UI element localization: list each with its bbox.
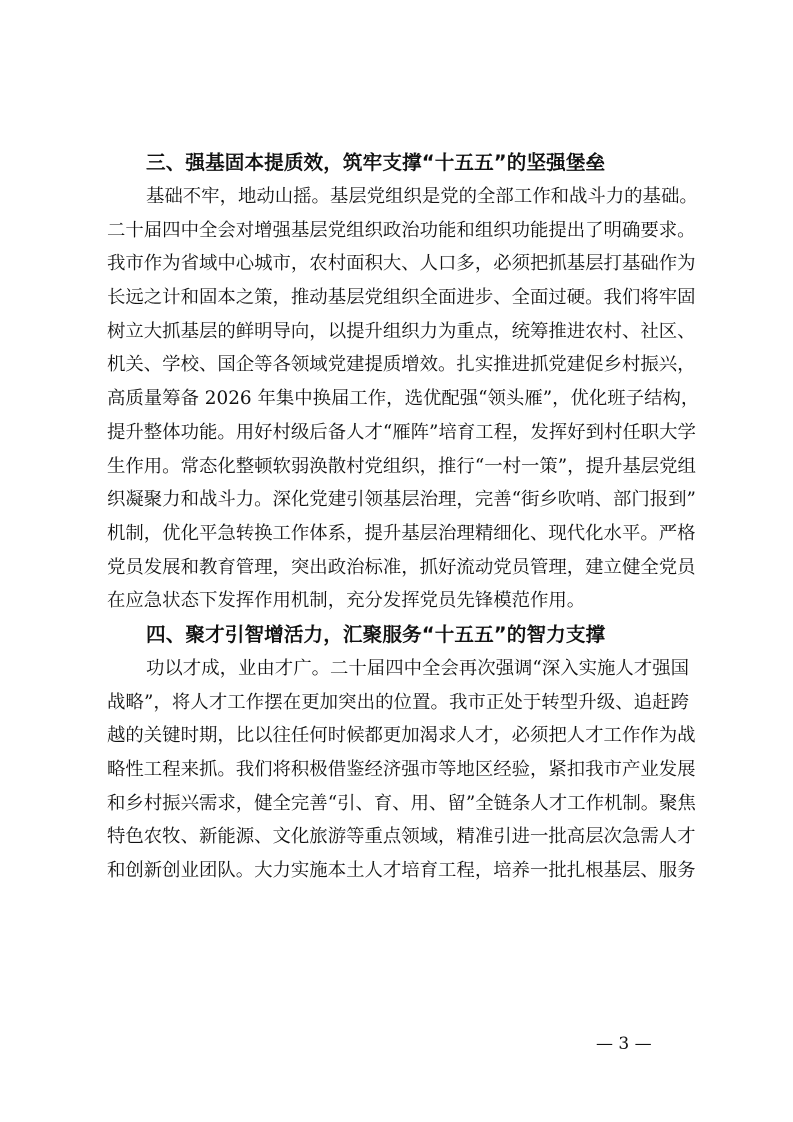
paragraph-line: 特色农牧、新能源、文化旅游等重点领域，精准引进一批高层次急需人才 [107, 826, 696, 848]
section-3-paragraph [107, 180, 700, 618]
paragraph-line: 织凝聚力和战斗力。深化党建引领基层治理，完善“街乡吹哨、部门报到” [107, 489, 696, 511]
paragraph-line: 提升整体功能。用好村级后备人才“雁阵”培育工程，发挥好到村任职大学 [107, 421, 696, 443]
section-heading-4: 四、聚才引智增活力，汇聚服务“十五五”的智力支撑 [146, 622, 606, 646]
page-number: — 3 — [596, 1034, 652, 1054]
paragraph-line: 高质量筹备 2026 年集中换届工作，选优配强“领头雁”，优化班子结构， [107, 388, 700, 410]
paragraph-line: 在应急状态下发挥作用机制，充分发挥党员先锋模范作用。 [107, 590, 586, 612]
section-heading-3: 三、强基固本提质效，筑牢支撑“十五五”的坚强堡垒 [146, 151, 606, 174]
paragraph-line: 战略”，将人才工作摆在更加突出的位置。我市正处于转型升级、追赶跨 [107, 691, 689, 713]
paragraph-line: 略性工程来抓。我们将积极借鉴经济强市等地区经验，紧扣我市产业发展 [107, 759, 696, 780]
paragraph-line: 和创新创业团队。大力实施本土人才培育工程，培养一批扎根基层、服务 [107, 860, 696, 882]
paragraph-line: 越的关键时期，比以往任何时候都更加渴求人才，必须把人才工作作为战 [107, 725, 696, 747]
paragraph-line: 机制，优化平急转换工作体系，提升基层治理精细化、现代化水平。严格 [107, 522, 696, 544]
paragraph-line: 二十届四中全会对增强基层党组织政治功能和组织功能提出了明确要求。 [107, 219, 696, 241]
paragraph-line: 长远之计和固本之策，推动基层党组织全面进步、全面过硬。我们将牢固 [107, 287, 696, 309]
paragraph-line: 和乡村振兴需求，健全完善“引、育、用、留”全链条人才工作机制。聚焦 [107, 792, 696, 814]
paragraph-line: 树立大抓基层的鲜明导向，以提升组织力为重点，统筹推进农村、社区、 [107, 320, 696, 342]
document-body [107, 146, 700, 888]
paragraph-line: 我市作为省域中心城市，农村面积大、人口多，必须把抓基层打基础作为 [107, 253, 696, 275]
paragraph-line: 生作用。常态化整顿软弱涣散村党组织，推行“一村一策”，提升基层党组 [107, 455, 696, 477]
paragraph-line: 基础不牢，地动山摇。基层党组织是党的全部工作和战斗力的基础。 [146, 186, 698, 207]
paragraph-line: 功以才成，业由才广。二十届四中全会再次强调“深入实施人才强国 [146, 657, 689, 679]
section-4-paragraph [107, 652, 696, 888]
paragraph-line: 机关、学校、国企等各领域党建提质增效。扎实推进抓党建促乡村振兴， [107, 354, 696, 376]
paragraph-line: 党员发展和教育管理，突出政治标准，抓好流动党员管理，建立健全党员 [107, 556, 696, 578]
